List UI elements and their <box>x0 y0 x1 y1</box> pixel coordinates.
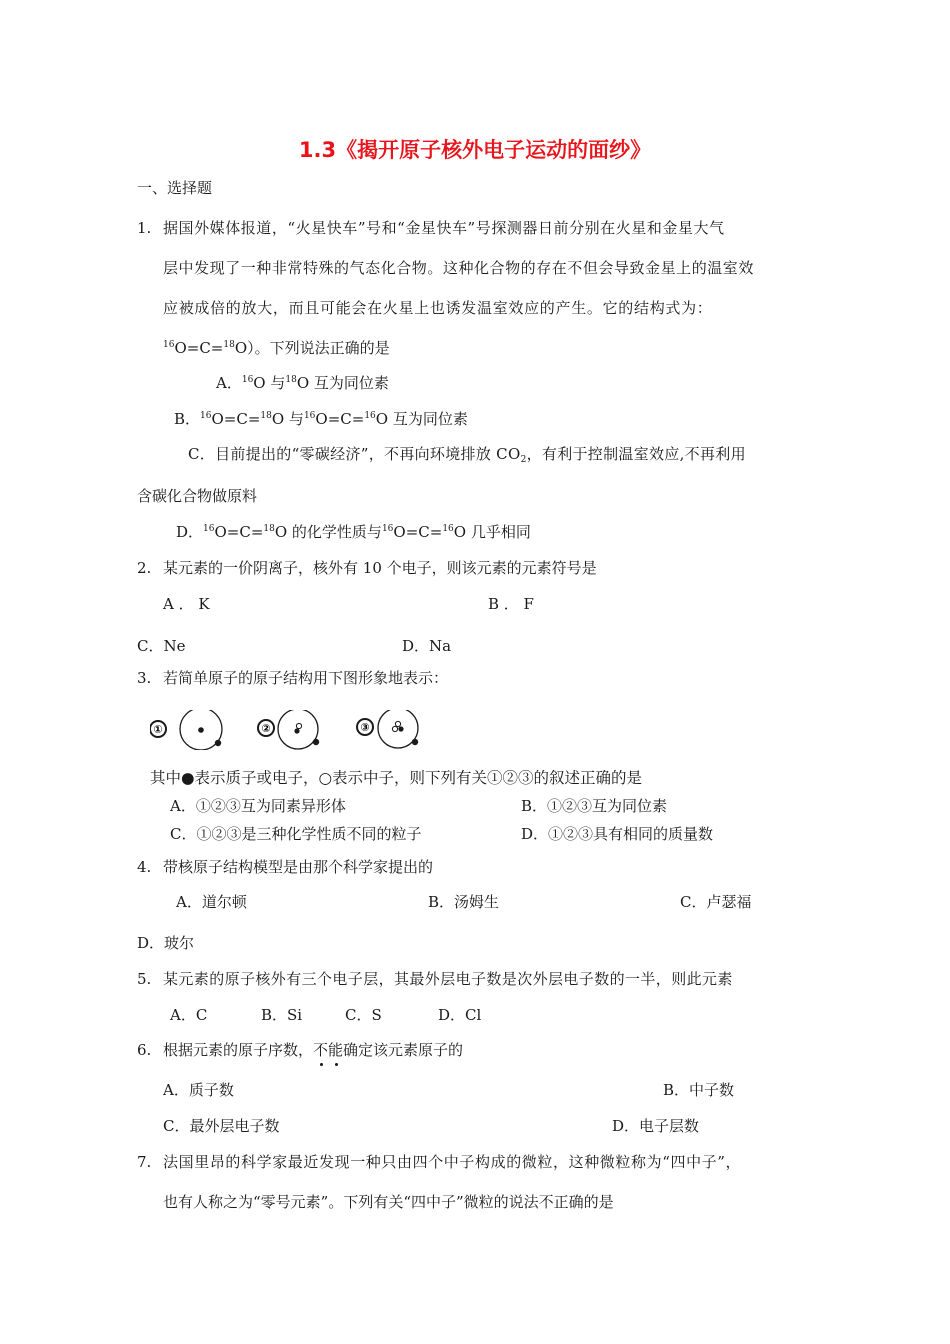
option-letter: B． <box>174 410 201 428</box>
option-text: O=C= <box>214 523 264 541</box>
q6-option-d: D．电子层数 <box>612 1117 700 1135</box>
option-text: O 与 <box>253 374 286 392</box>
emphasis-char: 能 <box>328 1041 344 1059</box>
q5-option-c: C．S <box>345 1006 382 1024</box>
atom-label: ② <box>261 722 271 735</box>
page-title: 1.3《揭开原子核外电子运动的面纱》 <box>298 138 652 162</box>
q7-text-line1: 法国里昂的科学家最近发现一种只由四个中子构成的微粒，这种微粒称为“四中子”， <box>163 1153 742 1171</box>
q3-option-c: C．①②③是三种化学性质不同的粒子 <box>170 825 422 843</box>
q5-option-d: D．Cl <box>438 1006 482 1024</box>
q7-number: 7. <box>137 1153 152 1171</box>
q2-option-c: C．Ne <box>137 637 186 655</box>
neutron-circle <box>392 726 397 731</box>
isotope-mass: 16 <box>303 411 316 421</box>
q5-option-b: B．Si <box>261 1006 303 1024</box>
question-text: 确定该元素原子的 <box>343 1041 464 1059</box>
q5-text: 某元素的原子核外有三个电子层，其最外层电子数是次外层电子数的一半，则此元素 <box>163 970 733 988</box>
q3-option-b: B．①②③互为同位素 <box>521 797 668 815</box>
isotope-mass: 16 <box>163 340 175 350</box>
q4-option-b: B．汤姆生 <box>428 893 500 911</box>
q2-number: 2. <box>137 559 152 577</box>
q2-option-a: A ． K <box>163 595 210 613</box>
atom-label: ① <box>153 723 163 736</box>
q6-text <box>163 1040 463 1060</box>
q3-number: 3. <box>137 669 152 687</box>
neutron-circle <box>395 721 400 726</box>
isotope-mass: 16 <box>442 524 454 534</box>
q7-text-line2: 也有人称之为“零号元素”。下列有关“四中子”微粒的说法不正确的是 <box>163 1193 614 1211</box>
q4-option-a: A．道尔顿 <box>176 893 247 911</box>
option-text: ，有利于控制温室效应,不再利用 <box>526 445 746 463</box>
q1-formula-line <box>163 338 390 358</box>
proton-dot <box>198 727 204 733</box>
q1-text-line1: 据国外媒体报道，“火星快车”号和“金星快车”号探测器日前分别在火星和金星大气 <box>163 219 725 237</box>
proton-dot <box>294 728 299 733</box>
atom-1 <box>150 710 222 750</box>
option-text: O 互为同位素 <box>375 410 468 428</box>
option-text: O 几乎相同 <box>453 523 531 541</box>
isotope-mass: 16 <box>381 524 394 534</box>
q3-option-d: D．①②③具有相同的质量数 <box>521 825 714 843</box>
q1-text-line3: 应被成倍的放大，而且可能会在火星上也诱发温室效应的产生。它的结构式为： <box>163 299 713 317</box>
q6-option-c: C．最外层电子数 <box>163 1117 280 1135</box>
formula-text: O=C= <box>174 339 224 357</box>
q4-option-c: C．卢瑟福 <box>680 893 752 911</box>
option-text: C．目前提出的“零碳经济”，不再向环境排放 CO <box>188 445 521 463</box>
isotope-mass: 16 <box>203 524 215 534</box>
emphasis-char: 不 <box>313 1041 329 1059</box>
q6-number: 6. <box>137 1041 152 1059</box>
q5-option-a: A．C <box>170 1006 208 1024</box>
q6-option-b: B．中子数 <box>663 1081 735 1099</box>
option-text: O=C= <box>315 410 365 428</box>
q2-option-d: D．Na <box>402 637 452 655</box>
electron-dot <box>412 739 418 745</box>
option-text: O=C= <box>393 523 443 541</box>
atom-3 <box>357 710 418 748</box>
proton-dot <box>398 726 403 731</box>
q3-caption: 其中●表示质子或电子，○表示中子，则下列有关①②③的叙述正确的是 <box>150 769 643 787</box>
q1-option-c-line2: 含碳化合物做原料 <box>137 487 258 505</box>
q4-text: 带核原子结构模型是由那个科学家提出的 <box>163 858 434 876</box>
isotope-mass: 18 <box>263 524 275 534</box>
q2-text: 某元素的一价阴离子，核外有 10 个电子，则该元素的元素符号是 <box>163 559 597 577</box>
q1-option-b <box>174 409 468 429</box>
q4-number: 4. <box>137 858 152 876</box>
option-letter: D． <box>176 523 204 541</box>
q5-number: 5. <box>137 970 152 988</box>
q2-option-b: B ． F <box>488 595 534 613</box>
neutron-circle <box>296 723 301 728</box>
q4-option-d: D．玻尔 <box>137 934 195 952</box>
q1-text-line2: 层中发现了一种非常特殊的气态化合物。这种化合物的存在不但会导致金星上的温室效 <box>163 259 754 277</box>
section-heading: 一、选择题 <box>137 179 213 197</box>
question-text: 根据元素的原子序数， <box>163 1041 314 1059</box>
q1-option-a <box>216 373 389 393</box>
option-text: O 互为同位素 <box>296 374 389 392</box>
q3-option-a: A．①②③互为同素异形体 <box>170 797 346 815</box>
q1-number: 1. <box>137 219 152 237</box>
q3-text: 若简单原子的原子结构用下图形象地表示： <box>163 669 449 687</box>
formula-text: O）。下列说法正确的是 <box>234 339 390 357</box>
subscript: 2 <box>520 455 527 465</box>
option-text: O 的化学性质与 <box>274 523 382 541</box>
isotope-mass: 18 <box>260 411 272 421</box>
q6-option-a: A．质子数 <box>163 1081 234 1099</box>
isotope-mass: 16 <box>364 411 376 421</box>
isotope-mass: 16 <box>241 375 254 385</box>
isotope-mass: 18 <box>285 375 297 385</box>
electron-dot <box>215 740 221 746</box>
isotope-mass: 18 <box>223 340 235 350</box>
atom-structure-diagram <box>150 710 440 750</box>
q1-option-d <box>176 522 531 542</box>
electron-dot <box>313 739 319 745</box>
option-letter: A． <box>216 374 242 392</box>
option-text: O 与 <box>271 410 304 428</box>
isotope-mass: 16 <box>200 411 212 421</box>
option-text: O=C= <box>211 410 261 428</box>
atom-2 <box>258 710 319 749</box>
q1-option-c-line1 <box>188 444 746 464</box>
atom-label: ③ <box>360 721 370 734</box>
